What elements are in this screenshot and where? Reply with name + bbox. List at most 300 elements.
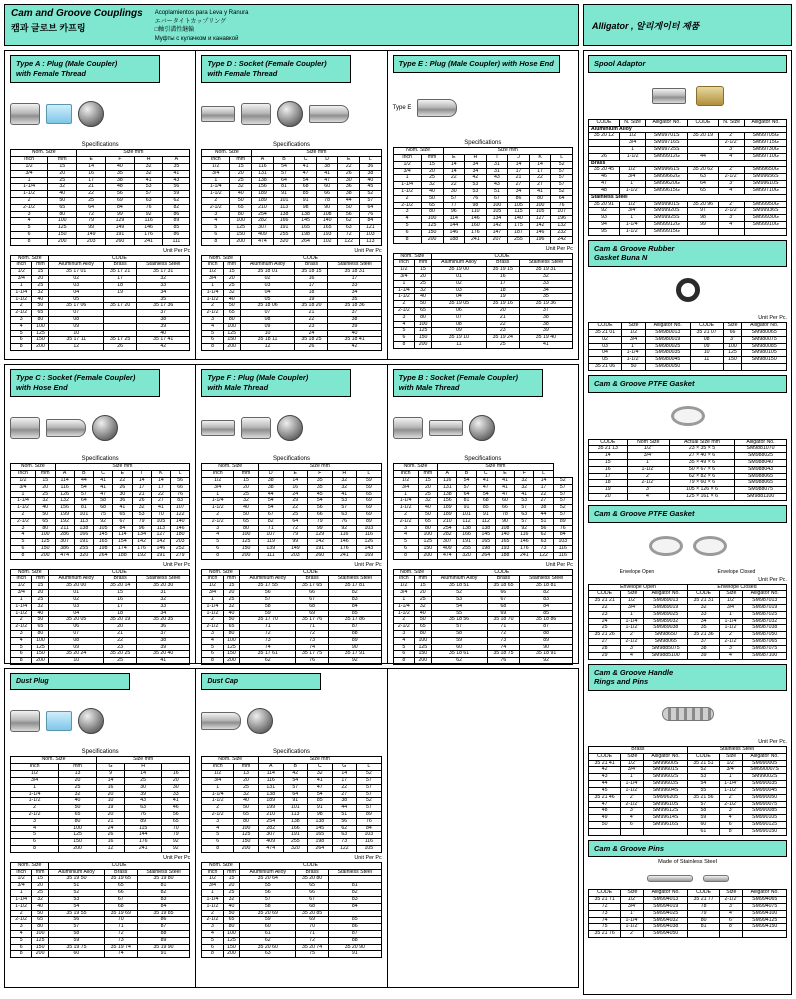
table-cell: 2-1/2" (718, 140, 744, 147)
section-type-c (5, 365, 196, 663)
table-cell: 2" (718, 133, 744, 140)
table-cell (690, 363, 723, 370)
table-cell: 01 (49, 590, 104, 597)
section-ptfe-envelope (588, 505, 787, 660)
table-cell: 2-1/2" (719, 801, 742, 808)
table-cell: 31 (486, 161, 508, 168)
table-cell: 105 (94, 525, 113, 532)
table-cell: 58 (94, 498, 113, 505)
table-cell: 80 (48, 211, 77, 218)
group-envelope-open: Envelope Open (589, 584, 688, 591)
table-cell: 35 20 85 (296, 910, 329, 917)
table-cell: 21 (508, 175, 530, 182)
table-cell: 4 (11, 637, 32, 644)
table-cell: 50 (589, 821, 621, 828)
table-cell: 40 (137, 330, 190, 337)
table-cell: 35 17 36 (137, 303, 190, 310)
table-cell: 57 (553, 498, 572, 505)
table-row (11, 211, 190, 218)
table-cell: 129 (106, 218, 135, 225)
table-cell: 20 (230, 170, 252, 177)
table-cell: 21 (97, 818, 125, 825)
table-cell: 71 (296, 624, 329, 631)
table-cell: 50 (230, 197, 252, 204)
table-cell: 192 (55, 518, 74, 525)
table-cell: 84 (360, 218, 382, 225)
table-cell: 100 (421, 216, 443, 223)
table-cell: 35 17 11 (49, 337, 104, 344)
table-cell: 92 (328, 658, 381, 665)
table-cell: 5 (202, 937, 223, 944)
table-cell: SM980013 (645, 329, 690, 336)
table-row (11, 184, 190, 191)
col-c: C (308, 764, 333, 771)
table-cell: 200 (234, 552, 259, 559)
table-cell: SM989013 (644, 598, 688, 605)
table-cell: 116 (332, 532, 357, 539)
unit-note: Unit Per Pc (354, 561, 382, 568)
table-cell: 38 (316, 163, 338, 170)
table-cell: 20 (32, 276, 49, 283)
table-cell: 33 (162, 791, 190, 798)
table-cell: 50 (415, 301, 432, 308)
table-cell: 2 (11, 197, 48, 204)
col-code: CODE (49, 255, 190, 262)
table-cell: 44 (589, 781, 621, 788)
table-cell: 142 (151, 539, 170, 546)
table-cell: 2" (718, 167, 744, 174)
table-cell: 24 (97, 825, 125, 832)
col-n-size: N. Size (619, 119, 645, 126)
label-envelope-closed: Envelope Closed (717, 568, 756, 575)
table-cell: 81 (328, 883, 381, 890)
table-cell: 17 (332, 777, 357, 784)
table-cell: 10 (49, 658, 104, 665)
table-cell: 1-1/2 (393, 505, 418, 512)
table-cell: 35 18 91 (520, 651, 573, 658)
table-cell: 2 (393, 301, 414, 308)
table-cell: SM99912G (646, 221, 688, 228)
table-cell: 105 (357, 846, 382, 853)
table-cell: 1-1/4 (202, 791, 234, 798)
table-cell: 54 (476, 491, 495, 498)
table-row (202, 163, 381, 170)
table-cell: 09 (690, 343, 723, 350)
section-caption-type-d: Type D : Socket (Female Coupler) with Female Thread (201, 55, 351, 83)
ptfe-gasket-body (589, 446, 787, 501)
table-cell: 30 (443, 189, 465, 196)
table-cell: 131 (259, 784, 284, 791)
col-brass: Brass (104, 262, 137, 269)
table-cell: 26 (97, 832, 125, 839)
table-cell: SM99600S (644, 760, 687, 767)
table-cell: 264 (94, 552, 113, 559)
table-cell: 60 (687, 821, 719, 828)
table-cell: 110 (465, 209, 487, 216)
table-cell: 50 (48, 197, 77, 204)
table-cell: 3/4" (619, 208, 645, 215)
table-cell: 98 (295, 204, 317, 211)
table-cell: 5 (393, 328, 414, 335)
table-cell: 32 (414, 603, 431, 610)
col-k: K (151, 471, 170, 478)
table-row (11, 191, 190, 198)
table-cell: 134 (486, 216, 508, 223)
table-cell: 42 (328, 344, 381, 351)
table-cell: SM980025 (645, 343, 690, 350)
table-cell: 176 (515, 546, 534, 553)
table-cell: 06 (432, 308, 487, 315)
table-cell: 39 (328, 323, 381, 330)
table-cell: 264 (476, 552, 495, 559)
table-cell: 6" (720, 917, 743, 924)
table-cell: 64 (273, 177, 295, 184)
table-cell: 100 (59, 825, 97, 832)
table-cell: 100 (32, 637, 49, 644)
handle-body (589, 760, 787, 835)
table-cell: SM99715G (745, 140, 787, 147)
table-cell: 35 18 51 (431, 583, 487, 590)
table-cell: 25 (283, 511, 308, 518)
table-cell: 5 (393, 644, 414, 651)
table-cell: 196 (529, 236, 551, 243)
table-cell: 50 (223, 617, 240, 624)
coupler-icon (241, 103, 271, 125)
table-cell: 189 (438, 511, 457, 518)
table-row (11, 903, 190, 910)
table-cell: 35 20 05 (49, 617, 104, 624)
col-aluminium: Aluminium Alloy (240, 576, 296, 583)
table-cell: 8 (11, 951, 32, 958)
spec-body (11, 163, 190, 245)
table-cell: 3" (718, 181, 744, 188)
table-cell: 210 (259, 811, 284, 818)
table-cell: 3/4 (393, 273, 414, 280)
table-cell: 200 (32, 951, 49, 958)
table-cell: 80 (230, 211, 252, 218)
table-cell: 52 (357, 798, 382, 805)
section-ptfe-gasket (588, 375, 787, 501)
table-cell: 17 (534, 484, 553, 491)
table-row (11, 344, 190, 351)
table-cell: 198 (94, 546, 113, 553)
table-cell: 50 (32, 617, 49, 624)
col-nom-size: Nom. Size (202, 862, 240, 869)
table-cell: 45 (589, 787, 621, 794)
table-cell: 87 (137, 924, 190, 931)
table-cell: 84 (328, 603, 381, 610)
pins-subtitle: Made of Stainless Steel (658, 859, 717, 866)
table-cell: 40 (35, 505, 55, 512)
product-row-1 (4, 50, 579, 360)
col-size: Size (622, 323, 646, 330)
table-cell: 107 (551, 209, 573, 216)
table-cell: 82 (520, 590, 573, 597)
table-cell: 59 (48, 937, 104, 944)
table-cell: 1-1/2 (11, 296, 32, 303)
spool-illustration (588, 73, 787, 119)
table-cell: 1-1/2 (202, 903, 223, 910)
col-brass: Brass (295, 262, 328, 269)
table-row (11, 289, 190, 296)
table-cell: 2-1/2 (393, 308, 414, 315)
table-cell: 58 (431, 630, 487, 637)
table-cell: 35 19 69 (104, 910, 137, 917)
table-cell: 41 (515, 491, 534, 498)
table-cell: 10 (240, 330, 295, 337)
table-cell: 6 (202, 546, 234, 553)
table-cell: 232 (551, 229, 573, 236)
table-cell: 35 17 91 (328, 651, 381, 658)
table-cell: 25 (32, 282, 49, 289)
table-cell: 35 17 01 (49, 269, 104, 276)
table-cell: 79 (162, 832, 190, 839)
table-cell: 35 (328, 296, 381, 303)
table-cell: 62 (240, 937, 296, 944)
table-cell: 188 (443, 236, 465, 243)
table-cell: 07 (240, 310, 295, 317)
table-cell: 35 19 74 (104, 944, 137, 951)
table-cell: 37 (687, 639, 719, 646)
table-cell: 1-1/4" (621, 618, 644, 625)
table-cell: 282 (252, 218, 274, 225)
title-translations (149, 5, 255, 45)
table-cell: 114 (55, 477, 74, 484)
col-size-mm: Size mm (77, 150, 190, 157)
code-body (202, 583, 381, 665)
table-cell: 90 (495, 518, 514, 525)
table-row (589, 336, 787, 343)
table-cell: 70 (104, 917, 137, 924)
table-cell: 92 (589, 208, 620, 215)
table-cell: 68 (476, 498, 495, 505)
table-row (393, 236, 572, 243)
table-cell: 101 (74, 511, 93, 518)
table-cell: 2 (393, 195, 421, 202)
table-cell: 92 (94, 518, 113, 525)
table-cell: 22 (443, 182, 465, 189)
table-cell: 85 (520, 610, 573, 617)
label-envelope-open: Envelope Open (619, 568, 655, 575)
table-cell: SM99716S (646, 140, 688, 147)
table-cell: 1" (627, 459, 669, 466)
col-inch: Inch (202, 869, 223, 876)
table-cell: 76 (134, 204, 163, 211)
table-cell: 196 (551, 216, 573, 223)
table-cell: 1-1/4" (621, 781, 644, 788)
table-cell: SM99920S (646, 208, 688, 215)
col-inch: Inch (202, 157, 230, 164)
table-cell: 41 (151, 505, 170, 512)
table-cell: 25 (104, 658, 137, 665)
table-cell: 80 (223, 630, 240, 637)
table-cell: 111 (163, 238, 190, 245)
table-cell: 193 (316, 232, 338, 239)
table-cell: 41 (332, 491, 357, 498)
table-cell: SM994013 (644, 897, 688, 904)
table-cell: 8 (11, 238, 48, 245)
col-inch: Inch (202, 262, 223, 269)
col-mm: mm (32, 262, 49, 269)
table-cell: 76 (360, 211, 382, 218)
table-row (202, 903, 381, 910)
table-cell: 474 (259, 846, 284, 853)
table-cell: 73 (296, 637, 329, 644)
table-cell: 100 (234, 532, 259, 539)
table-cell: 91 (328, 951, 381, 958)
table-cell: 35 19 24 (486, 335, 519, 342)
table-row (202, 289, 381, 296)
table-cell: 1 (11, 784, 59, 791)
table-cell: 166 (273, 218, 295, 225)
table-cell: 115 (125, 825, 162, 832)
table-cell: SM98065 (644, 639, 688, 646)
table-cell: 207 (486, 236, 508, 243)
table-cell: 142 (308, 539, 333, 546)
table-cell: 64 (283, 518, 308, 525)
table-cell: 14 (443, 168, 465, 175)
table-cell: 90 (316, 204, 338, 211)
table-cell: 3/4 (11, 170, 48, 177)
table-cell: 83 (328, 596, 381, 603)
table-cell: 1-1/4" (719, 781, 742, 788)
table-row (393, 552, 572, 559)
table-cell: 61 (687, 828, 719, 835)
table-cell: 20 (48, 170, 77, 177)
dust-cap-illustration (201, 695, 381, 747)
table-cell: 116 (357, 532, 382, 539)
col-c: C (295, 157, 317, 164)
table-cell: 203 (283, 552, 308, 559)
table-cell: 3/4" (720, 605, 743, 612)
table-cell: 20 (59, 777, 97, 784)
table-cell: 21 (295, 310, 328, 317)
table-cell: 100 (234, 825, 259, 832)
table-cell: 4" (718, 221, 744, 228)
table-cell: 3/4 (11, 883, 32, 890)
table-cell: 38 (259, 477, 284, 484)
col-a: A (55, 471, 74, 478)
table-cell: 70 (162, 825, 190, 832)
table-cell: 125 × 161 × 6 (670, 494, 735, 501)
table-cell: 20 (486, 308, 519, 315)
spec-body (11, 771, 190, 853)
table-cell: SM990005 (743, 760, 787, 767)
table-cell: 16 (97, 839, 125, 846)
col-mm: mm (415, 260, 432, 267)
table-cell: 79 (283, 532, 308, 539)
table-cell: 100 (723, 343, 742, 350)
unit-note: Unit Per Pc (545, 245, 573, 252)
table-cell: 1/2 (202, 269, 223, 276)
table-cell: 1 (393, 175, 421, 182)
table-cell: 1-1/4 (393, 287, 414, 294)
table-cell (720, 931, 743, 938)
table-row (393, 484, 572, 491)
table-cell: 20 (97, 811, 125, 818)
table-cell: 87 (520, 624, 573, 631)
table-cell: 6" (719, 821, 742, 828)
table-cell (644, 828, 687, 835)
table-cell: 35 21 56 (687, 794, 719, 801)
table-cell: 50 (35, 511, 55, 518)
table-cell: 03 (240, 282, 295, 289)
table-cell: 35 20 62 (687, 167, 718, 174)
table-row (393, 161, 572, 168)
col-mm: mm (59, 764, 97, 771)
table-cell: 65 (35, 518, 55, 525)
table-cell: 19 (97, 805, 125, 812)
table-row (11, 170, 190, 177)
table-cell: 69 (357, 505, 382, 512)
table-row (11, 784, 190, 791)
table-cell: 146 (515, 539, 534, 546)
table-cell: 89 (125, 818, 162, 825)
table-cell: 41 (162, 798, 190, 805)
table-cell: 150 (234, 546, 259, 553)
table-cell: 56 (171, 477, 190, 484)
table-cell: 40 (32, 903, 49, 910)
table-cell: 1-1/2 (202, 610, 223, 617)
section-caption-spool-adaptor: Spool Adaptor (588, 55, 787, 73)
table-cell: 125 (32, 644, 49, 651)
type-f-illustration (201, 402, 381, 454)
table-cell: 96 (132, 525, 151, 532)
table-row (11, 163, 190, 170)
table-cell: 89 (357, 518, 382, 525)
table-cell: SM994125 (743, 917, 787, 924)
table-cell: 66 (316, 191, 338, 198)
table-cell: 39 (137, 323, 190, 330)
table-cell: 35 19 85 (137, 910, 190, 917)
page-title-korean: 캠과 글로브 카프링 (11, 23, 86, 33)
table-cell: 35 18 75 (487, 651, 520, 658)
table-cell: 409 (259, 839, 284, 846)
table-cell: 49 (589, 815, 621, 822)
col-g: G (332, 764, 357, 771)
table-cell: 69 (106, 197, 135, 204)
table-cell: 8 (393, 658, 414, 665)
table-cell: 82 (328, 590, 381, 597)
table-cell: SM994050 (644, 931, 688, 938)
table-cell: 255 (74, 546, 93, 553)
table-cell: 56 (48, 917, 104, 924)
code-body (202, 269, 381, 351)
table-cell (742, 363, 787, 370)
table-cell: 1-1/2" (719, 787, 742, 794)
table-cell: SM994038 (644, 924, 688, 931)
code-body (11, 269, 190, 351)
col-size-mm: Size mm (259, 757, 382, 764)
table-cell: 41 (137, 658, 190, 665)
table-cell: 35 19 00 (432, 267, 487, 274)
table-cell: 1/2 (619, 133, 645, 140)
table-cell: 03 (432, 287, 487, 294)
table-cell: 50 (32, 910, 49, 917)
table-cell: 72 (296, 630, 329, 637)
table-cell: 52 (48, 890, 104, 897)
col-k: K (529, 154, 551, 161)
table-cell: 22 (151, 491, 170, 498)
table-cell: 74 (104, 951, 137, 958)
table-cell: 103 (553, 539, 572, 546)
table-cell: 138 (457, 525, 476, 532)
table-cell: 66 (296, 590, 329, 597)
table-cell: 122 (338, 238, 360, 245)
section-pins (588, 840, 787, 938)
table-cell: 67 (296, 896, 329, 903)
table-cell: 57 (74, 491, 93, 498)
